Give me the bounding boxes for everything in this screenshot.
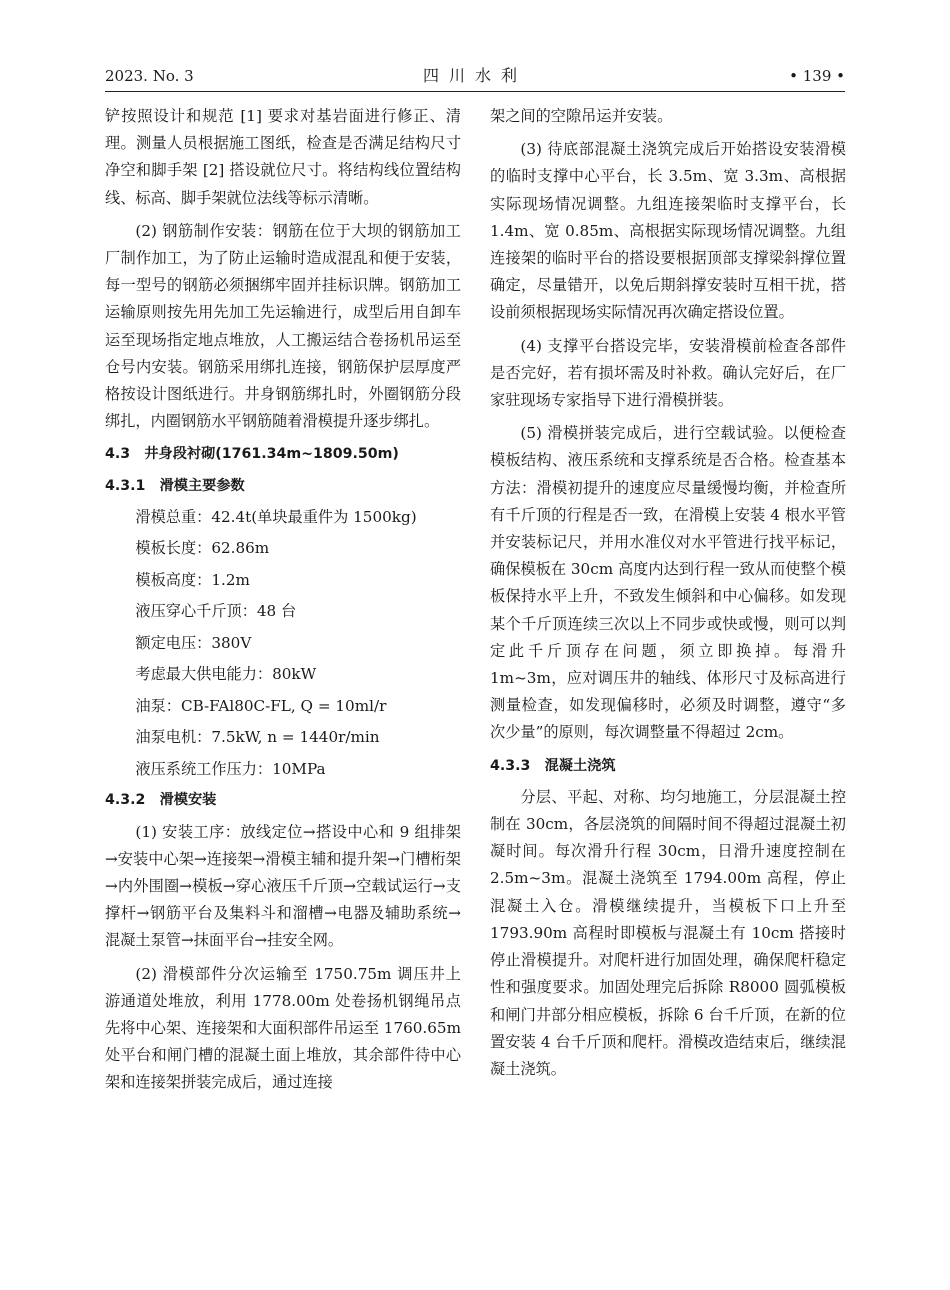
page-header (105, 62, 845, 90)
param-item: 液压系统工作压力：10MPa (135, 759, 326, 778)
param-item: 模板高度：1.2m (135, 570, 250, 589)
param-item: 考虑最大供电能力：80kW (135, 665, 317, 684)
paragraph: (4) 支撑平台搭设完毕，安装滑模前检查各部件是否完好，若有损坏需及时补救。确认完好后，在厂家驻现场专家指导下进行滑模拼装。 (490, 336, 846, 410)
param-item: 额定电压：380V (135, 633, 252, 652)
journal-issue: 2023. No. 3 (105, 67, 194, 85)
section-heading-4-3-3: 4.3.3 混凝土浇筑 (490, 757, 616, 774)
paragraph: 架之间的空隙吊运并安装。 (490, 107, 673, 125)
param-item: 滑模总重：42.4t(单块最重件为 1500kg) (135, 507, 417, 526)
journal-title: 四川水利 (422, 66, 527, 85)
section-heading-4-3-2: 4.3.2 滑模安装 (105, 792, 217, 809)
param-item: 油泵电机：7.5kW, n = 1440r/min (135, 728, 380, 747)
param-item: 油泵：CB-FAl80C-FL, Q = 10ml/r (135, 696, 387, 715)
param-item: 模板长度：62.86m (135, 539, 270, 558)
paragraph: (5) 滑模拼装完成后，进行空载试验。以便检查模板结构、液压系统和支撑系统是否合格。检查基本方法：滑模初提升的速度应尽量缓慢均衡，并检查所有千斤顶的行程是否一致，在滑模上安装 4 根水平管并安装标记尺，并用水准仪对水平管进行找平标记，确保模板在 30cm 高度内达到行程一致从而使整个模板保持水平上升，不致发生倾斜和中心偏移。如发现某个千斤顶连续三次以上不同步或快或慢，则可以判定此千斤顶存在问题，须立即换掉。每滑升 1m~3m，应对调压井的轴线、体形尺寸及标高进行测量检查，如发现偏移时，必须及时调整，遵守“多次少量”的原则，每次调整量不得超过 2cm。 (490, 424, 846, 742)
paragraph: (2) 钢筋制作安装：钢筋在位于大坝的钢筋加工厂制作加工，为了防止运输时造成混乱和便于安装，每一型号的钢筋必须捆绑牢固并挂标识牌。钢筋加工运输原则按先用先加工先运输进行，成型后用自卸车运至现场指定地点堆放，人工搬运结合卷扬机吊运至仓号内安装。钢筋采用绑扎连接，钢筋保护层厚度严格按设计图纸进行。井身钢筋绑扎时，外圈钢筋分段绑扎，内圈钢筋水平钢筋随着滑模提升逐步绑扎。 (105, 221, 461, 431)
paragraph: 分层、平起、对称、均匀地施工，分层混凝土控制在 30cm，各层浇筑的间隔时间不得超过混凝土初凝时间。每次滑升行程 30cm，日滑升速度控制在 2.5m~3m。混凝土浇筑至 1794.00m 高程，停止混凝土入仓。滑模继续提升，当模板下口上升至 1793.90m 高程时即模板与混凝土有 10cm 搭接时停止滑模提升。对爬杆进行加固处理，确保爬杆稳定性和强度要求。加固处理完后拆除 R8000 圆弧模板和闸门井部分相应模板，拆除 6 台千斤顶，在新的位置安装 4 台千斤顶和爬杆。滑模改造结束后，继续混凝土浇筑。 (490, 787, 846, 1078)
header-rule (105, 91, 845, 92)
paragraph: (2) 滑模部件分次运输至 1750.75m 调压井上游通道处堆放，利用 1778.00m 处卷扬机钢绳吊点先将中心架、连接架和大面积部件吊运至 1760.65m 处平台和闸门槽的混凝土面上堆放，其余部件待中心架和连接架拼装完成后，通过连接 (105, 964, 461, 1092)
left-column (105, 103, 461, 1103)
page-number: • 139 • (789, 67, 845, 85)
param-item: 液压穿心千斤顶：48 台 (135, 602, 297, 621)
section-heading-4-3-1: 4.3.1 滑模主要参数 (105, 477, 245, 494)
paragraph: (1) 安装工序：放线定位→搭设中心和 9 组排架→安装中心架→连接架→滑模主辅和提升架→门槽桁架→内外围圈→模板→穿心液压千斤顶→空载试运行→支撑杆→钢筋平台及集料斗和溜槽→电器及辅助系统→混凝土泵管→抹面平台→挂安全网。 (105, 822, 461, 950)
right-column (490, 103, 846, 1089)
section-heading-4-3: 4.3 井身段衬砌(1761.34m~1809.50m) (105, 446, 399, 463)
paragraph: 铲按照设计和规范 [1] 要求对基岩面进行修正、清理。测量人员根据施工图纸，检查是否满足结构尺寸净空和脚手架 [2] 搭设就位尺寸。将结构线位置结构线、标高、脚手架就位法线等标示清晰。 (105, 107, 461, 207)
paragraph: (3) 待底部混凝土浇筑完成后开始搭设安装滑模的临时支撑中心平台，长 3.5m、宽 3.3m、高根据实际现场情况调整。九组连接架临时支撑平台，长 1.4m、宽 0.85m、高根据实际现场情况调整。九组连接架的临时平台的搭设要根据顶部支撑梁斜撑位置确定，尽量错开，以免后期斜撑安装时互相干扰，搭设前须根据现场实际情况再次确定搭设位置。 (490, 140, 846, 322)
